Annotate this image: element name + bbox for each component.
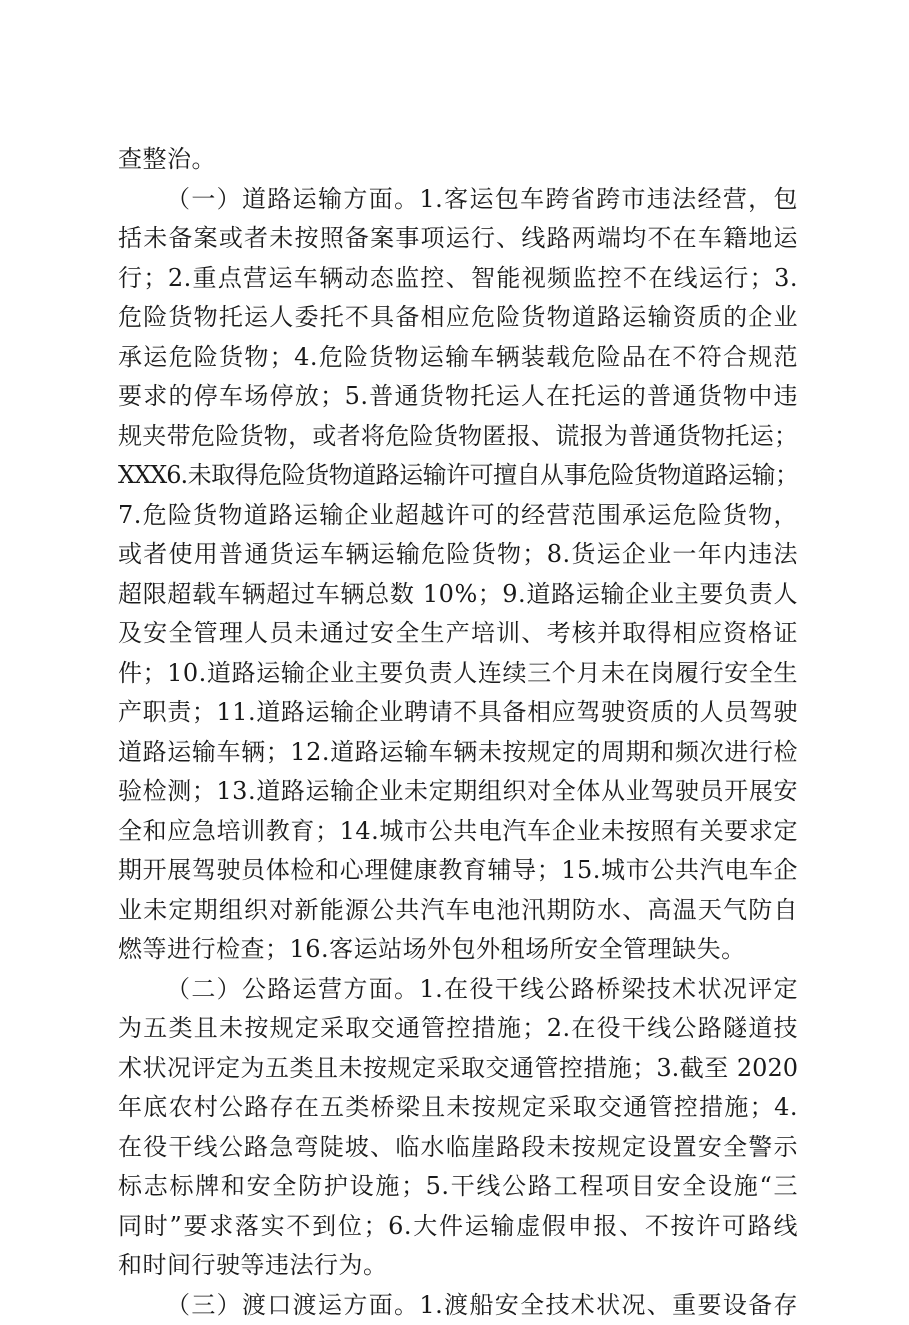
paragraph-first-line: （三）渡口渡运方面。1.渡船安全技术状况、重要设备存 xyxy=(118,1286,798,1325)
text-line: 在役干线公路急弯陡坡、临水临崖路段未按规定设置安全警示 xyxy=(118,1128,798,1168)
text-line: 同时”要求落实不到位；6.大件运输虚假申报、不按许可路线 xyxy=(118,1207,798,1247)
text-line: 术状况评定为五类且未按规定采取交通管控措施；3.截至 2020 xyxy=(118,1049,798,1089)
text-line: XXX6.未取得危险货物道路运输许可擅自从事危险货物道路运输； xyxy=(118,456,798,496)
text-line: 及安全管理人员未通过安全生产培训、考核并取得相应资格证 xyxy=(118,614,798,654)
text-line: 行；2.重点营运车辆动态监控、智能视频监控不在线运行；3. xyxy=(118,259,798,299)
text-line: 查整治。 xyxy=(118,140,798,180)
text-line: 全和应急培训教育；14.城市公共电汽车企业未按照有关要求定 xyxy=(118,812,798,852)
paragraph-first-line: （二）公路运营方面。1.在役干线公路桥梁技术状况评定 xyxy=(118,970,798,1010)
text-line: 要求的停车场停放；5.普通货物托运人在托运的普通货物中违 xyxy=(118,377,798,417)
text-line: 承运危险货物；4.危险货物运输车辆装载危险品在不符合规范 xyxy=(118,338,798,378)
text-line: 标志标牌和安全防护设施；5.干线公路工程项目安全设施“三 xyxy=(118,1167,798,1207)
document-body xyxy=(118,140,798,1325)
text-line: 规夹带危险货物，或者将危险货物匿报、谎报为普通货物托运； xyxy=(118,417,798,457)
text-line: 为五类且未按规定采取交通管控措施；2.在役干线公路隧道技 xyxy=(118,1009,798,1049)
text-line: 和时间行驶等违法行为。 xyxy=(118,1246,798,1286)
paragraph-first-line: （一）道路运输方面。1.客运包车跨省跨市违法经营，包 xyxy=(118,180,798,220)
text-line: 产职责；11.道路运输企业聘请不具备相应驾驶资质的人员驾驶 xyxy=(118,693,798,733)
text-line: 括未备案或者未按照备案事项运行、线路两端均不在车籍地运 xyxy=(118,219,798,259)
text-line: 7.危险货物道路运输企业超越许可的经营范围承运危险货物， xyxy=(118,496,798,536)
text-line: 超限超载车辆超过车辆总数 10%；9.道路运输企业主要负责人 xyxy=(118,575,798,615)
text-line: 危险货物托运人委托不具备相应危险货物道路运输资质的企业 xyxy=(118,298,798,338)
text-line: 年底农村公路存在五类桥梁且未按规定采取交通管控措施；4. xyxy=(118,1088,798,1128)
text-line: 件；10.道路运输企业主要负责人连续三个月未在岗履行安全生 xyxy=(118,654,798,694)
text-line: 燃等进行检查；16.客运站场外包外租场所安全管理缺失。 xyxy=(118,930,798,970)
text-line: 期开展驾驶员体检和心理健康教育辅导；15.城市公共汽电车企 xyxy=(118,851,798,891)
text-line: 业未定期组织对新能源公共汽车电池汛期防水、高温天气防自 xyxy=(118,891,798,931)
text-line: 或者使用普通货运车辆运输危险货物；8.货运企业一年内违法 xyxy=(118,535,798,575)
text-line: 道路运输车辆；12.道路运输车辆未按规定的周期和频次进行检 xyxy=(118,733,798,773)
text-line: 验检测；13.道路运输企业未定期组织对全体从业驾驶员开展安 xyxy=(118,772,798,812)
